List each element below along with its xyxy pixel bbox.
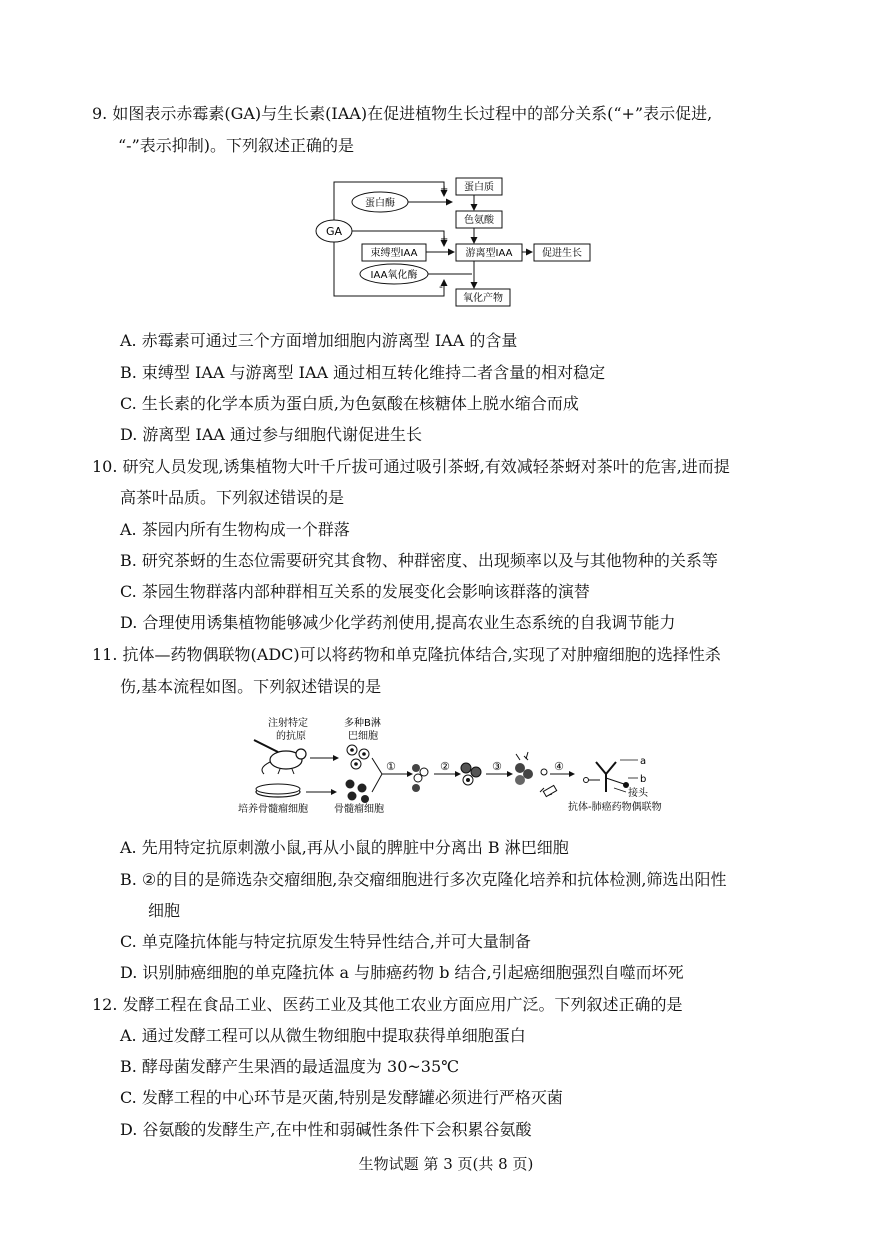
q12-option-a: A. 通过发酵工程可以从微生物细胞中提取获得单细胞蛋白 — [120, 1026, 526, 1045]
protein-label: 蛋白质 — [464, 182, 494, 193]
svg-text:+: + — [440, 184, 449, 195]
svg-text:巴细胞: 巴细胞 — [348, 731, 378, 742]
q11-option-a: A. 先用特定抗原刺激小鼠,再从小鼠的脾脏中分离出 B 淋巴细胞 — [120, 838, 569, 857]
q12-option-d: D. 谷氨酸的发酵生产,在中性和弱碱性条件下会积累谷氨酸 — [120, 1120, 532, 1139]
q11-option-b: B. ②的目的是筛选杂交瘤细胞,杂交瘤细胞进行多次克隆化培养和抗体检测,筛选出阳性 — [120, 870, 727, 889]
q9-hormone-diagram — [312, 168, 602, 313]
svg-text:+: + — [440, 234, 449, 245]
antibody-drug-conjugate-icon — [584, 762, 630, 792]
svg-text:多种B淋: 多种B淋 — [344, 718, 381, 729]
q10-option-b: B. 研究茶蚜的生态位需要研究其食物、种群密度、出现频率以及与其他物种的关系等 — [120, 551, 718, 570]
svg-text:②: ② — [440, 760, 450, 773]
promote-growth-label: 促进生长 — [542, 248, 582, 259]
iaa-oxidase-label: IAA氧化酶 — [370, 270, 418, 281]
page-footer: 生物试题 第 3 页(共 8 页) — [358, 1155, 534, 1173]
q9-option-b: B. 束缚型 IAA 与游离型 IAA 通过相互转化维持二者含量的相对稳定 — [120, 363, 606, 382]
svg-text:①: ① — [386, 760, 396, 773]
q9-stem-line1: 9. 如图表示赤霉素(GA)与生长素(IAA)在促进植物生长过程中的部分关系(“+”表示促进, — [92, 104, 713, 123]
svg-text:a: a — [640, 756, 647, 767]
svg-text:-: - — [439, 280, 443, 293]
svg-text:培养骨髓瘤细胞: 培养骨髓瘤细胞 — [238, 804, 308, 815]
q11-stem-line1: 11. 抗体—药物偶联物(ADC)可以将药物和单克隆抗体结合,实现了对肿瘤细胞的选择性杀 — [92, 645, 721, 664]
q11-option-c: C. 单克隆抗体能与特定抗原发生特异性结合,并可大量制备 — [120, 932, 531, 951]
q11-adc-flow-diagram — [228, 712, 688, 820]
b-cells-icon — [347, 745, 369, 769]
svg-text:注射特定: 注射特定 — [268, 718, 308, 729]
q10-option-d: D. 合理使用诱集植物能够减少化学药剂使用,提高农业生态系统的自我调节能力 — [120, 613, 676, 632]
q12-stem-line1: 12. 发酵工程在食品工业、医药工业及其他工农业方面应用广泛。下列叙述正确的是 — [92, 995, 683, 1014]
svg-text:接头: 接头 — [628, 788, 648, 799]
svg-text:骨髓瘤细胞: 骨髓瘤细胞 — [334, 804, 384, 815]
svg-text:的抗原: 的抗原 — [276, 731, 306, 742]
q10-option-c: C. 茶园生物群落内部种群相互关系的发展变化会影响该群落的演替 — [120, 582, 590, 601]
svg-text:b: b — [640, 774, 647, 785]
q11-option-d: D. 识别肺癌细胞的单克隆抗体 a 与肺癌药物 b 结合,引起癌细胞强烈自噬而坏死 — [120, 963, 684, 982]
q11-option-b-cont: 细胞 — [148, 901, 181, 920]
tryptophan-label: 色氨酸 — [464, 215, 494, 226]
q9-option-d: D. 游离型 IAA 通过参与细胞代谢促进生长 — [120, 425, 423, 444]
bound-iaa-label: 束缚型IAA — [370, 248, 418, 259]
free-iaa-label: 游离型IAA — [465, 248, 513, 259]
q10-stem-line2: 高茶叶品质。下列叙述错误的是 — [120, 488, 345, 507]
protease-label: 蛋白酶 — [365, 198, 395, 209]
svg-text:抗体-肺癌药物偶联物: 抗体-肺癌药物偶联物 — [568, 802, 662, 813]
q9-option-a: A. 赤霉素可通过三个方面增加细胞内游离型 IAA 的含量 — [120, 331, 518, 350]
myeloma-cells-icon — [346, 780, 370, 804]
q11-stem-line2: 伤,基本流程如图。下列叙述错误的是 — [120, 677, 382, 696]
q12-option-c: C. 发酵工程的中心环节是灭菌,特别是发酵罐必须进行严格灭菌 — [120, 1088, 563, 1107]
q10-stem-line1: 10. 研究人员发现,诱集植物大叶千斤拔可通过吸引茶蚜,有效减轻茶蚜对茶叶的危害,进而提 — [92, 457, 730, 476]
q9-option-c: C. 生长素的化学本质为蛋白质,为色氨酸在核糖体上脱水缩合而成 — [120, 394, 579, 413]
ga-label: GA — [325, 225, 343, 238]
q12-option-b: B. 酵母菌发酵产生果酒的最适温度为 30~35℃ — [120, 1057, 460, 1076]
mouse-icon — [262, 749, 306, 774]
svg-text:④: ④ — [554, 760, 564, 773]
q10-option-a: A. 茶园内所有生物构成一个群落 — [120, 520, 350, 539]
oxidation-product-label: 氧化产物 — [463, 293, 503, 304]
q9-stem-line2: “-”表示抑制)。下列叙述正确的是 — [118, 136, 355, 155]
svg-text:③: ③ — [492, 760, 502, 773]
